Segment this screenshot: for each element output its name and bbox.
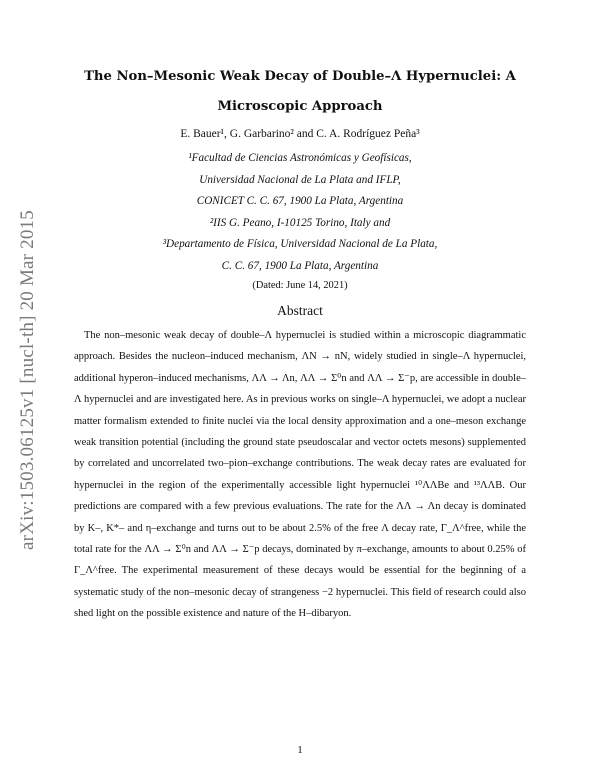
affiliations [60,148,540,278]
affiliation-line: ¹Facultad de Ciencias Astronómicas y Geofísicas, [188,152,412,164]
date-line: (Dated: June 14, 2021) [252,280,348,291]
affiliation-line: ²IIS G. Peano, I-10125 Torino, Italy and [209,216,391,229]
arxiv-stamp-text: arXiv:1503.06125v1 [nucl-th] 20 Mar 2015 [17,210,39,550]
abstract-heading: Abstract [277,303,323,318]
affiliation-line: ³Departamento de Física, Universidad Nacional de La Plata, [162,238,438,251]
affiliation-line: Universidad Nacional de La Plata and IFLP, [199,173,401,186]
author-list: E. Bauer¹, G. Garbarino² and C. A. Rodríguez Peña³ [180,128,420,140]
page-number: 1 [297,744,303,756]
abstract-body: The non–mesonic weak decay of double–Λ hypernuclei is studied within a microscopic diagrammatic approach. Besides the nucleon–induced mechanism, ΛN → nN, widely studied in single–Λ hypernuclei, additional hyperon–induced mechanisms, ΛΛ → Λn, ΛΛ → Σ⁰n and ΛΛ → Σ⁻p, are accessible in double–Λ hypernuclei and are investigated here. As in previous works on single–Λ hypernuclei, we adopt a nuclear matter formalism extended to finite nuclei via the local density approximation and a one–meson exchange weak transition potential (including the ground state pseudoscalar and vector octets mesons) supplemented by correlated and uncorrelated two–pion–exchange contributions. The weak decay rates are evaluated for hypernuclei in the region of the experimentally accessible light hypernuclei ¹⁰ΛΛBe and ¹³ΛΛB. Our predictions are compared with a few previous evaluations. The rate for the ΛΛ → Λn decay is dominated by K–, K*– and η–exchange and turns out to be about 2.5% of the free Λ decay rate, Γ_Λ^free, while the total rate for the ΛΛ → Σ⁰n and ΛΛ → Σ⁻p decays, dominated by π–exchange, amounts to about 0.25% of Γ_Λ^free. The experimental measurement of these decays would be essential for the beginning of a systematic study of the non–mesonic decay of strangeness −2 hypernuclei. This field of research could also shed light on the possible existence and nature of the H–dibaryon. [74,330,526,620]
arxiv-stamp [8,180,48,580]
paper-title: The Non–Mesonic Weak Decay of Double–Λ Hypernuclei: A Microscopic Approach [84,69,516,114]
affiliation-line: CONICET C. C. 67, 1900 La Plata, Argentina [196,195,404,208]
affiliation-line: C. C. 67, 1900 La Plata, Argentina [221,259,379,272]
